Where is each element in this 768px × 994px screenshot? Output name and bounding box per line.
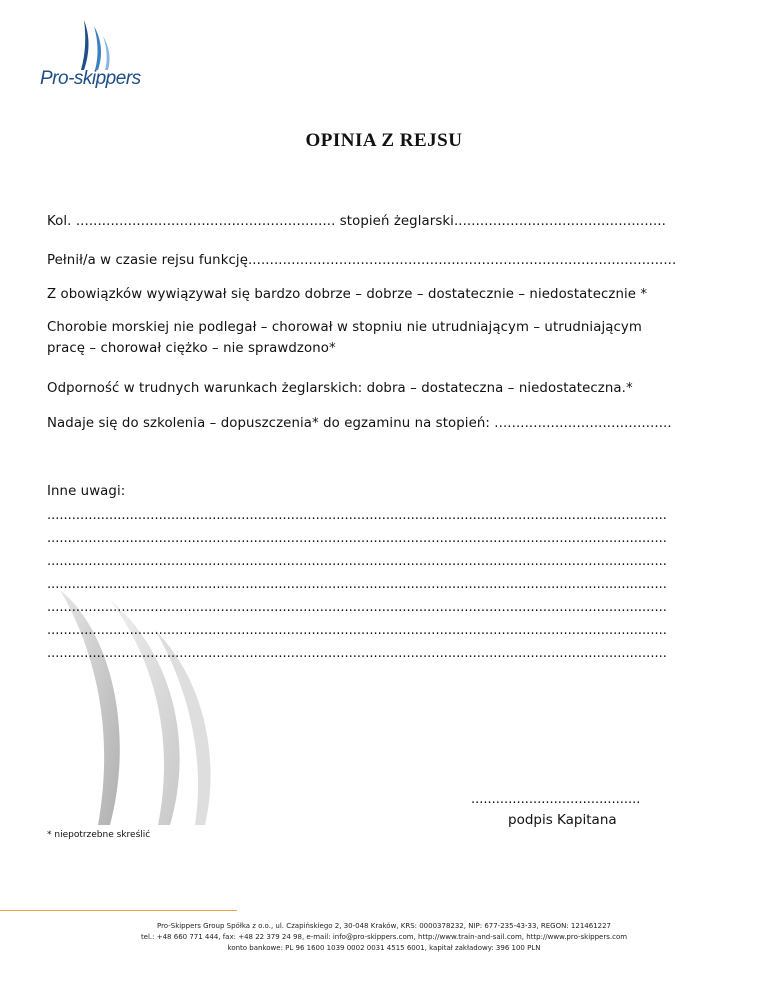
- remarks-line: ......................................................................................................................................................: [47, 600, 667, 615]
- footnote: * niepotrzebne skreślić: [47, 830, 151, 840]
- remarks-line: ......................................................................................................................................................: [47, 577, 667, 592]
- footer-contact-info: tel.: +48 660 771 444, fax: +48 22 379 24 98, e-mail: info@pro-skippers.com, http://www.train-and-sail.com, http://www.pro-skippers.com: [140, 933, 628, 941]
- field-odpornosc: Odporność w trudnych warunkach żeglarskich: dobra – dostateczna – niedostateczna.*: [47, 381, 633, 396]
- field-kol-stopien: Kol. ............................................................ stopień żeglarski.................................................: [47, 214, 666, 229]
- remarks-label: Inne uwagi:: [47, 484, 126, 499]
- signature-line: .........................................: [471, 792, 641, 807]
- field-choroba-line1: Chorobie morskiej nie podlegał – chorował w stopniu nie utrudniającym – utrudniającym: [47, 320, 642, 335]
- field-choroba-line2: pracę – chorował ciężko – nie sprawdzono*: [47, 341, 336, 356]
- footer-bank-info: konto bankowe: PL 96 1600 1039 0002 0031 4515 6001, kapitał zakładowy: 396 100 PLN: [227, 944, 541, 952]
- field-nadaje: Nadaje się do szkolenia – dopuszczenia* do egzaminu na stopień: .........................................: [47, 416, 672, 431]
- remarks-line: ......................................................................................................................................................: [47, 623, 667, 638]
- signature-label: podpis Kapitana: [508, 812, 617, 828]
- field-obowiazki: Z obowiązków wywiązywał się bardzo dobrze – dobrze – dostatecznie – niedostatecznie *: [47, 287, 648, 302]
- page-title: OPINIA Z REJSU: [305, 130, 463, 151]
- remarks-line: ......................................................................................................................................................: [47, 531, 667, 546]
- brand-name: Pro-skippers: [40, 68, 141, 89]
- footer-divider: [0, 910, 237, 911]
- footer-company-info: Pro-Skippers Group Spółka z o.o., ul. Czapińskiego 2, 30-048 Kraków, KRS: 0000378232, NIP: 677-235-43-33, REGON: 121461227: [156, 922, 612, 930]
- remarks-line: ......................................................................................................................................................: [47, 554, 667, 569]
- remarks-line: ......................................................................................................................................................: [47, 646, 667, 661]
- company-logo: [40, 18, 155, 94]
- sails-icon: [40, 18, 155, 73]
- field-funkcja: Pełnił/a w czasie rejsu funkcję...................................................................................................: [47, 253, 677, 268]
- remarks-line: ......................................................................................................................................................: [47, 508, 667, 523]
